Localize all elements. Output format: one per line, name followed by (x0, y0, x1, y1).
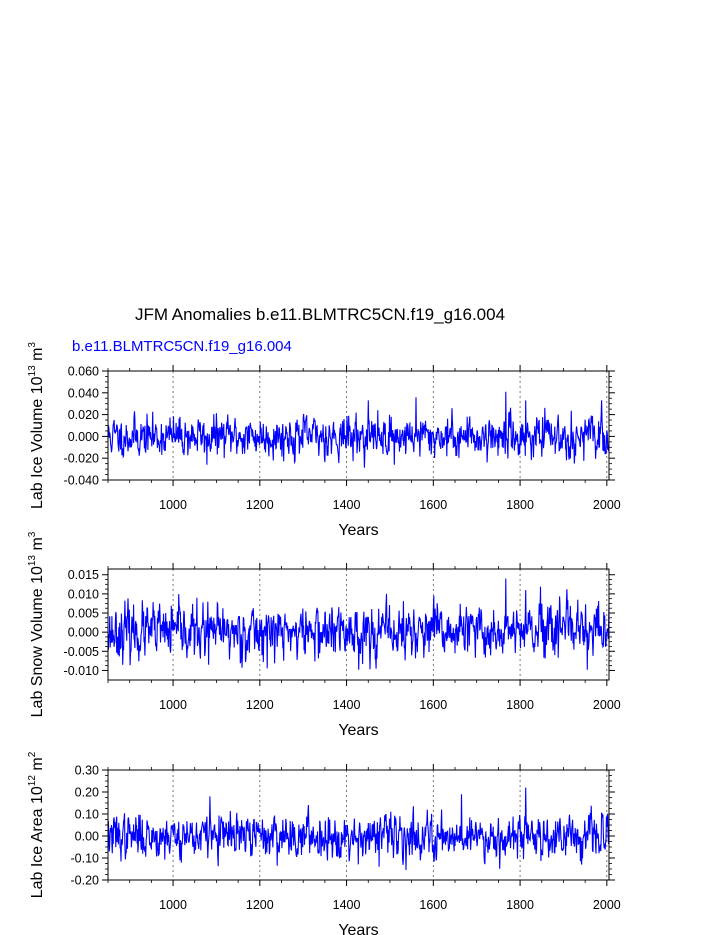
x-tick-label: 2000 (592, 698, 621, 712)
y-label-main: Lab Snow Volume 10 (29, 566, 46, 718)
y-label-unit-exponent: 2 (27, 751, 38, 758)
chart-panel-lab-snow-volume (27, 531, 621, 739)
x-tick-label: 1400 (332, 498, 361, 512)
y-label-unit-exponent: 3 (27, 341, 38, 348)
y-label-exponent: 13 (27, 555, 38, 567)
y-axis-label (27, 531, 46, 717)
figure-title: JFM Anomalies b.e11.BLMTRC5CN.f19_g16.004 (134, 305, 506, 324)
y-axis-label (27, 342, 46, 509)
y-tick-label: 0.30 (74, 763, 99, 778)
plot-frame (108, 371, 609, 480)
y-tick-label: 0.005 (67, 606, 99, 621)
y-axis-label (27, 751, 46, 898)
chart-panel-lab-ice-volume (27, 342, 621, 539)
y-tick-label: -0.10 (70, 851, 99, 866)
x-axis-label: Years (338, 522, 379, 539)
y-tick-label: -0.005 (63, 644, 99, 659)
y-label-exponent: 13 (27, 365, 38, 377)
chart-panel-lab-ice-area (27, 751, 621, 935)
y-label-exponent: 12 (27, 775, 38, 787)
y-label-unit: m (29, 757, 46, 776)
x-tick-label: 1000 (159, 698, 187, 712)
y-label-main: Lab Ice Volume 10 (29, 376, 46, 510)
y-tick-label: 0.060 (67, 364, 99, 379)
y-tick-label: 0.20 (74, 785, 99, 800)
y-label-main: Lab Ice Area 10 (29, 786, 46, 899)
y-tick-label: 0.10 (74, 807, 99, 822)
y-tick-label: 0.015 (67, 568, 99, 583)
series-line-lab-snow-volume (108, 579, 609, 670)
x-tick-label: 1800 (506, 698, 534, 712)
y-tick-label: 0.010 (67, 587, 99, 602)
x-tick-label: 1600 (419, 498, 448, 512)
x-tick-label: 1000 (159, 498, 187, 512)
series-line-lab-ice-volume (108, 392, 609, 468)
x-tick-label: 1200 (245, 898, 274, 912)
x-tick-label: 1000 (159, 898, 187, 912)
x-axis-label: Years (338, 922, 379, 935)
x-tick-label: 1600 (419, 698, 448, 712)
y-label-unit-exponent: 3 (27, 531, 38, 538)
x-tick-label: 1400 (332, 698, 361, 712)
y-tick-label: 0.00 (74, 829, 99, 844)
y-tick-label: 0.040 (67, 386, 99, 401)
y-label-unit: m (29, 347, 46, 366)
x-tick-label: 1800 (506, 898, 534, 912)
x-axis-label: Years (338, 722, 379, 739)
y-tick-label: 0.000 (67, 625, 99, 640)
y-tick-label: 0.000 (67, 429, 99, 444)
x-tick-label: 1200 (245, 498, 274, 512)
x-tick-label: 1400 (332, 898, 361, 912)
y-tick-label: -0.040 (63, 473, 99, 488)
x-tick-label: 2000 (592, 898, 621, 912)
x-tick-label: 1600 (419, 898, 448, 912)
x-tick-label: 1800 (506, 498, 534, 512)
y-label-unit: m (29, 537, 46, 555)
x-tick-label: 2000 (592, 498, 621, 512)
figure-subtitle: b.e11.BLMTRC5CN.f19_g16.004 (72, 338, 292, 355)
x-tick-label: 1200 (245, 698, 274, 712)
y-tick-label: -0.20 (70, 873, 99, 888)
y-tick-label: -0.010 (63, 663, 99, 678)
y-tick-label: -0.020 (63, 451, 99, 466)
series-line-lab-ice-area (108, 788, 609, 870)
y-tick-label: 0.020 (67, 408, 99, 423)
